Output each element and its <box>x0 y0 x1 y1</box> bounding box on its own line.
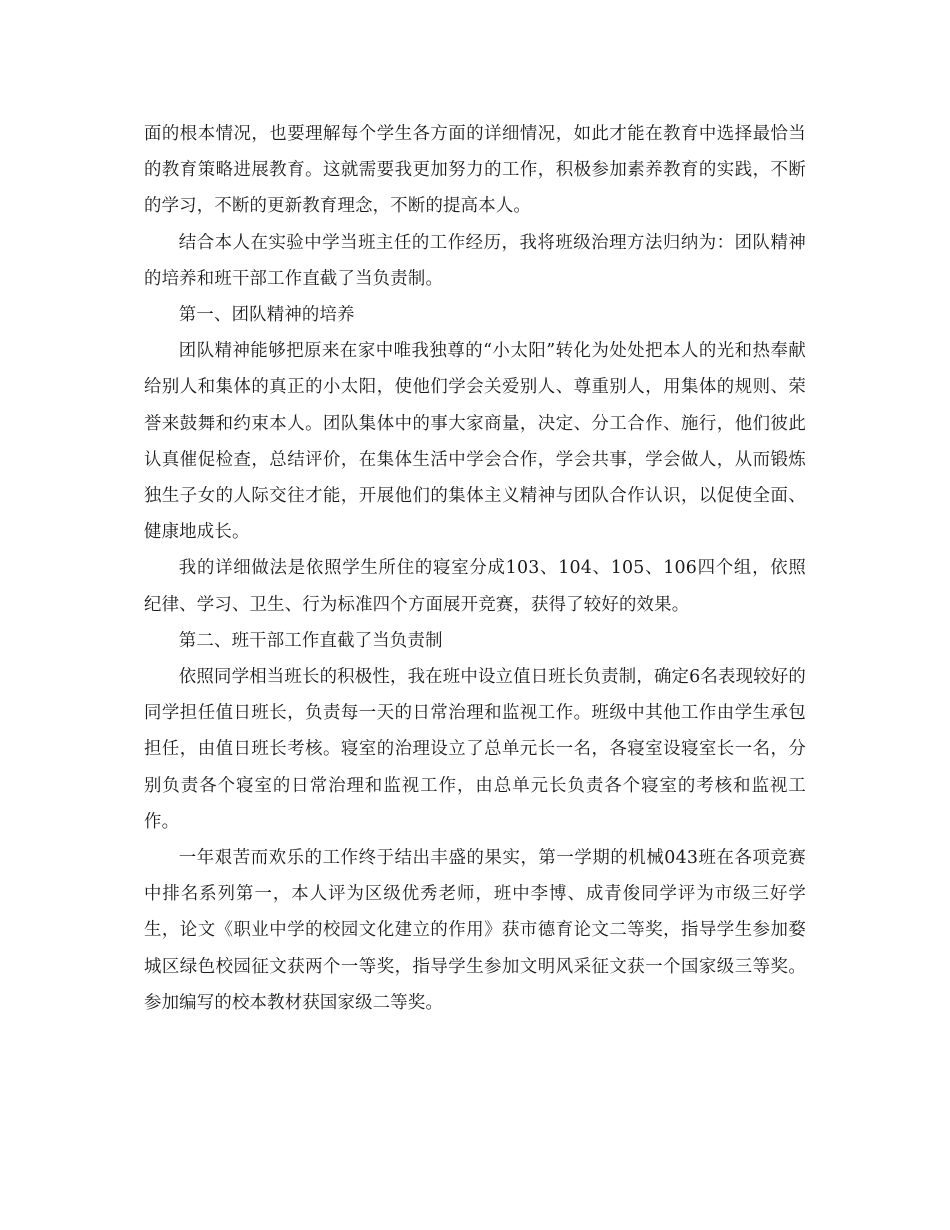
section-heading-class-cadre: 第二、班干部工作直截了当负责制 <box>178 630 443 651</box>
paragraph-4: 团队精神能够把原来在家中唯我独尊的“小太阳”转化为处处把本人的光和热奉献给别人和集体的真正的小太阳，使他们学会关爱别人、尊重别人，用集体的规则、荣誉来鼓舞和约束本人。团队集体中的事大家商量，决定、分工合作、施行，他们彼此认真催促检查，总结评价，在集体生活中学会合作，学会共事，学会做人，从而锻炼独生子女的人际交往才能，开展他们的集体主义精神与团队合作认识，以促使全面、健康地成长。 <box>144 341 806 543</box>
paragraph-8: 一年艰苦而欢乐的工作终于结出丰盛的果实，第一学期的机械043班在各项竞赛中排名系列第一，本人评为区级优秀老师，班中李博、成青俊同学评为市级三好学生，论文《职业中学的校园文化建立的作用》获市德育论文二等奖，指导学生参加婺城区绿色校园征文获两个一等奖，指导学生参加文明风采征文获一个国家级三等奖。参加编写的校本教材获国家级二等奖。 <box>144 848 806 1013</box>
paragraph-5: 我的详细做法是依照学生所住的寝室分成103、104、105、106四个组，依照纪律、学习、卫生、行为标准四个方面展开竞赛，获得了较好的效果。 <box>144 558 806 615</box>
paragraph-2: 结合本人在实验中学当班主任的工作经历，我将班级治理方法归纳为：团队精神的培养和班干部工作直截了当负责制。 <box>144 232 806 289</box>
paragraph-7: 依照同学相当班长的积极性，我在班中设立值日班长负责制，确定6名表现较好的同学担任值日班长，负责每一天的日常治理和监视工作。班级中其他工作由学生承包担任，由值日班长考核。寝室的治理设立了总单元长一名，各寝室设寝室长一名，分别负责各个寝室的日常治理和监视工作，由总单元长负责各个寝室的考核和监视工作。 <box>144 667 806 832</box>
paragraph-1: 面的根本情况，也要理解每个学生各方面的详细情况，如此才能在教育中选择最恰当的教育策略进展教育。这就需要我更加努力的工作，积极参加素养教育的实践，不断的学习，不断的更新教育理念，不断的提高本人。 <box>144 124 806 217</box>
document-body <box>144 116 806 1021</box>
section-heading-team-spirit: 第一、团队精神的培养 <box>178 305 355 326</box>
